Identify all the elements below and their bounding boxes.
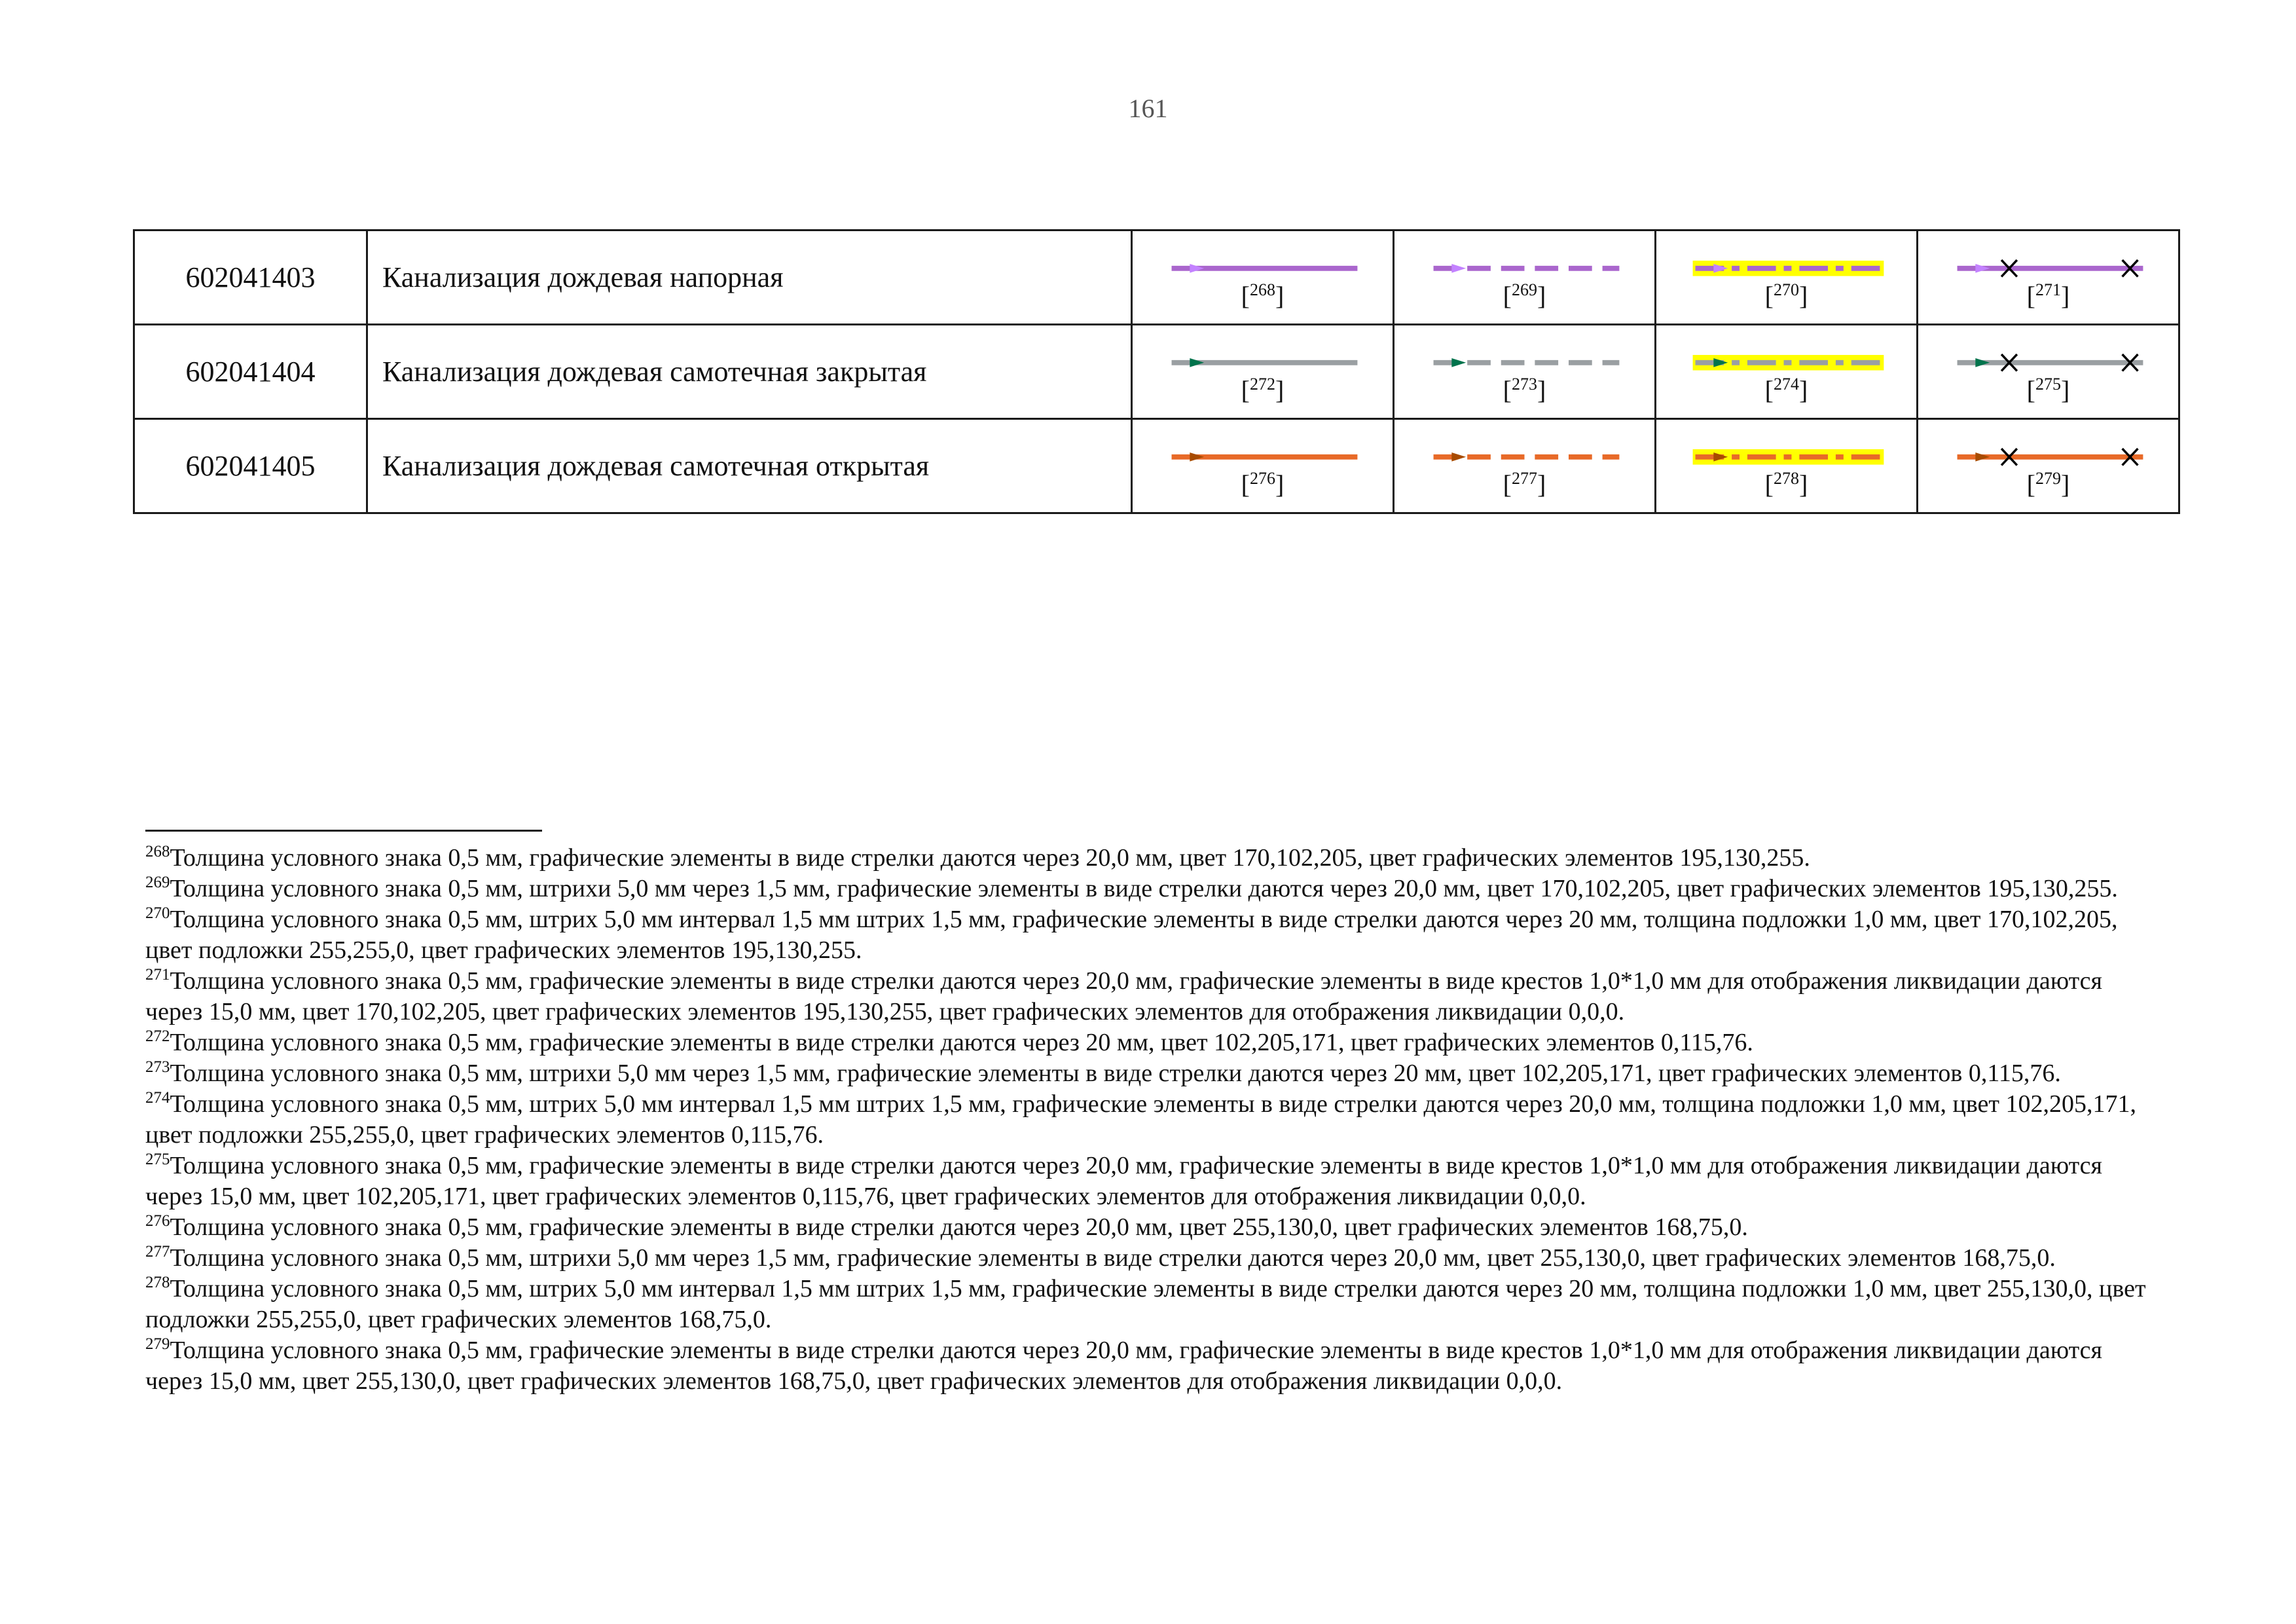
footnote-ref: [$^{279}$]: [2026, 469, 2070, 499]
footnote: $^{276}$Толщина условного знака 0,5 мм, графические элементы в виде стрелки даются через 20,0 мм, цвет 255,130,0, цвет графических элементов 168,75,0.: [145, 1212, 1748, 1241]
symbol-solid: [1132, 231, 1394, 325]
footnote-ref: [$^{274}$]: [1764, 375, 1808, 405]
legend-table: [133, 229, 2180, 514]
footnote-ref: [$^{271}$]: [2026, 280, 2070, 310]
row-code: 602041403: [134, 231, 367, 325]
symbol-solid: [1132, 325, 1394, 419]
page-number: 161: [1128, 94, 1168, 123]
row-code: 602041405: [134, 419, 367, 513]
table-row: [134, 419, 2179, 513]
row-code: 602041404: [134, 325, 367, 419]
footnote: $^{275}$Толщина условного знака 0,5 мм, графические элементы в виде стрелки даются через 20,0 мм, графические элементы в виде крестов 1,0*1,0 мм для отображения ликвидации даются через 15,0 мм, цвет 102,205,171, цвет графических элементов 0,115,76, цвет графических элементов для отображения ликвидации 0,0,0.: [145, 1151, 2103, 1210]
footnote-separator: [145, 830, 542, 832]
footnote: $^{273}$Толщина условного знака 0,5 мм, штрихи 5,0 мм через 1,5 мм, графические элементы в виде стрелки даются через 20 мм, цвет 102,205,171, цвет графических элементов 0,115,76.: [145, 1058, 2061, 1087]
table-row: [134, 325, 2179, 419]
footnote: $^{272}$Толщина условного знака 0,5 мм, графические элементы в виде стрелки даются через 20 мм, цвет 102,205,171, цвет графических элементов 0,115,76.: [145, 1027, 1753, 1056]
arrow-icon: [1975, 452, 1990, 462]
symbol-dash-dot-substrate: [1656, 231, 1918, 325]
symbol-dashed: [1394, 231, 1656, 325]
footnote-ref: [$^{273}$]: [1503, 375, 1546, 405]
symbol-solid-crosses: [1918, 231, 2179, 325]
footnote: $^{269}$Толщина условного знака 0,5 мм, штрихи 5,0 мм через 1,5 мм, графические элементы в виде стрелки даются через 20,0 мм, цвет 170,102,205, цвет графических элементов 195,130,255.: [145, 874, 2118, 902]
symbol-dash-dot-substrate: [1656, 325, 1918, 419]
arrow-icon: [1190, 358, 1204, 367]
row-name: Канализация дождевая напорная: [367, 231, 1132, 325]
footnote: $^{274}$Толщина условного знака 0,5 мм, штрих 5,0 мм интервал 1,5 мм штрих 1,5 мм, графические элементы в виде стрелки даются через 20,0 мм, толщина подложки 1,0 мм, цвет 102,205,171, цвет подложки 255,255,0, цвет графических элементов 0,115,76.: [145, 1089, 2137, 1149]
footnote: $^{268}$Толщина условного знака 0,5 мм, графические элементы в виде стрелки даются через 20,0 мм, цвет 170,102,205, цвет графических элементов 195,130,255.: [145, 843, 1810, 872]
symbol-solid-crosses: [1918, 325, 2179, 419]
arrow-icon: [1975, 358, 1990, 367]
footnote: $^{278}$Толщина условного знака 0,5 мм, штрих 5,0 мм интервал 1,5 мм штрих 1,5 мм, графические элементы в виде стрелки даются через 20 мм, толщина подложки 1,0 мм, цвет 255,130,0, цвет подложки 255,255,0, цвет графических элементов 168,75,0.: [145, 1274, 2146, 1333]
footnote: $^{277}$Толщина условного знака 0,5 мм, штрихи 5,0 мм через 1,5 мм, графические элементы в виде стрелки даются через 20,0 мм, цвет 255,130,0, цвет графических элементов 168,75,0.: [145, 1243, 2056, 1272]
footnote-ref: [$^{278}$]: [1764, 469, 1808, 499]
symbol-dashed: [1394, 325, 1656, 419]
footnotes: [145, 843, 2162, 1397]
footnote-ref: [$^{270}$]: [1764, 280, 1808, 310]
arrow-icon: [1190, 452, 1204, 462]
footnote-ref: [$^{272}$]: [1241, 375, 1285, 405]
row-name: Канализация дождевая самотечная открытая: [367, 419, 1132, 513]
table-row: [134, 231, 2179, 325]
arrow-icon: [1451, 264, 1466, 273]
row-name: Канализация дождевая самотечная закрытая: [367, 325, 1132, 419]
arrow-icon: [1451, 358, 1466, 367]
footnote-ref: [$^{275}$]: [2026, 375, 2070, 405]
arrow-icon: [1190, 264, 1204, 273]
footnote: $^{279}$Толщина условного знака 0,5 мм, графические элементы в виде стрелки даются через 20,0 мм, графические элементы в виде крестов 1,0*1,0 мм для отображения ликвидации даются через 15,0 мм, цвет 255,130,0, цвет графических элементов 168,75,0, цвет графических элементов для отображения ликвидации 0,0,0.: [145, 1335, 2103, 1395]
footnote-ref: [$^{269}$]: [1503, 280, 1546, 310]
symbol-dashed: [1394, 419, 1656, 513]
footnote-ref: [$^{277}$]: [1503, 469, 1546, 499]
symbol-solid: [1132, 419, 1394, 513]
symbol-solid-crosses: [1918, 419, 2179, 513]
footnote: $^{270}$Толщина условного знака 0,5 мм, штрих 5,0 мм интервал 1,5 мм штрих 1,5 мм, графические элементы в виде стрелки даются через 20 мм, толщина подложки 1,0 мм, цвет 170,102,205, цвет подложки 255,255,0, цвет графических элементов 195,130,255.: [145, 904, 2118, 964]
footnote-ref: [$^{276}$]: [1241, 469, 1285, 499]
arrow-icon: [1451, 452, 1466, 462]
footnote: $^{271}$Толщина условного знака 0,5 мм, графические элементы в виде стрелки даются через 20,0 мм, графические элементы в виде крестов 1,0*1,0 мм для отображения ликвидации даются через 15,0 мм, цвет 170,102,205, цвет графических элементов 195,130,255, цвет графических элементов для отображения ликвидации 0,0,0.: [145, 966, 2103, 1025]
symbol-dash-dot-substrate: [1656, 419, 1918, 513]
footnote-ref: [$^{268}$]: [1241, 280, 1285, 310]
arrow-icon: [1975, 264, 1990, 273]
